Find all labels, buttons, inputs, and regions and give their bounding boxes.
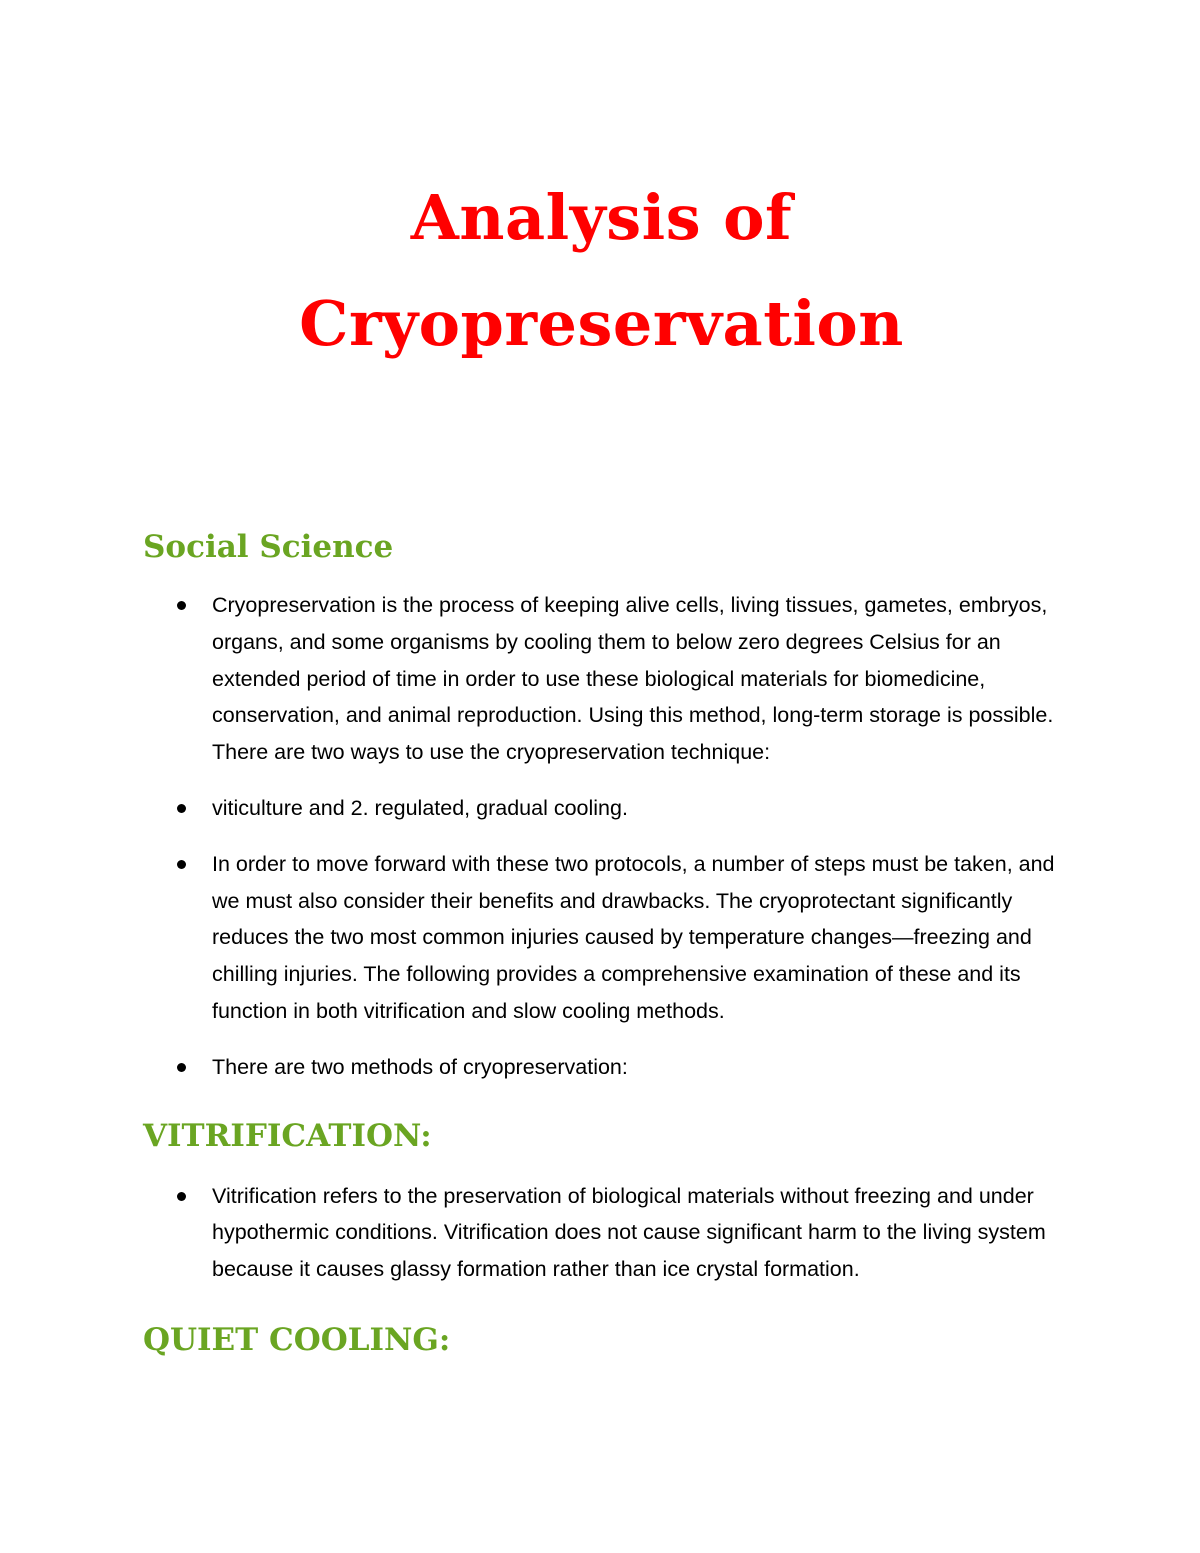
list-item <box>143 790 1060 827</box>
list-item <box>143 1178 1060 1288</box>
title-line-1: Analysis of <box>410 181 793 254</box>
list-item-text: Cryopreservation is the process of keeping alive cells, living tissues, gametes, embryos, organs, and some organisms by cooling them to below zero degrees Celsius for an extended period of time in order to use these biological materials for biomedicine, conservation, and animal reproduction. Using this method, long-term storage is possible. There are two ways to use the cryopreservation technique: <box>212 593 1054 765</box>
list-item-text: Vitrification refers to the preservation of biological materials without freezing and under hypothermic conditions. Vitrification does not cause significant harm to the living system because it causes glassy formation rather than ice crystal formation. <box>212 1183 1046 1282</box>
heading-vitrification: VITRIFICATION: <box>143 1117 432 1154</box>
social-science-list <box>143 587 1060 1086</box>
heading-quiet-cooling: QUIET COOLING: <box>143 1321 451 1358</box>
bullet-dot-icon <box>177 1192 186 1201</box>
heading-social-science: Social Science <box>143 529 394 565</box>
document-title <box>143 165 1060 377</box>
title-line-2: Cryopreservation <box>299 287 904 360</box>
bullet-dot-icon <box>177 601 186 610</box>
list-item-text: There are two methods of cryopreservation: <box>212 1054 628 1079</box>
list-item-text: In order to move forward with these two protocols, a number of steps must be taken, and we must also consider their benefits and drawbacks. The cryoprotectant significantly reduces the two most common injuries caused by temperature changes—freezing and chilling injuries. The following provides a comprehensive examination of these and its function in both vitrification and slow cooling methods. <box>212 851 1055 1023</box>
list-item <box>143 587 1060 771</box>
list-item <box>143 846 1060 1030</box>
list-item <box>143 1049 1060 1086</box>
bullet-dot-icon <box>177 1063 186 1072</box>
bullet-dot-icon <box>177 860 186 869</box>
bullet-dot-icon <box>177 804 186 813</box>
list-item-text: viticulture and 2. regulated, gradual cooling. <box>212 795 628 820</box>
vitrification-list <box>143 1178 1060 1288</box>
